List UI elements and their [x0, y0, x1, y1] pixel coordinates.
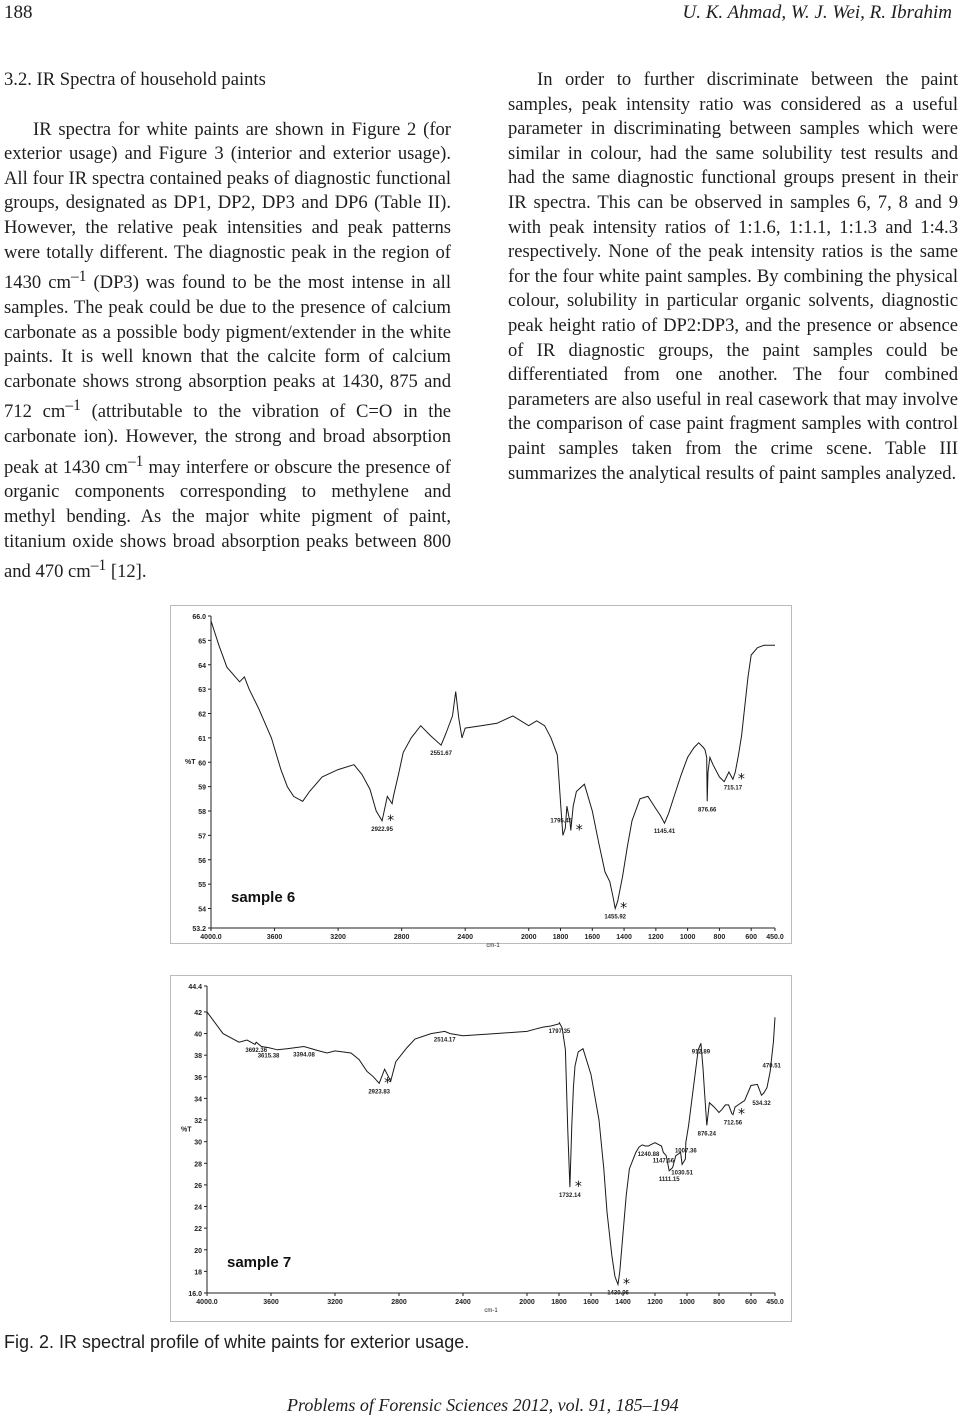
y-tick-label: 62 — [198, 711, 206, 719]
text-run: (attributable to the vibration of C=O in the carbonate ion). However, the strong and broad absorption peak at 1430 cm — [4, 401, 451, 478]
x-tick-label: 2000 — [519, 1299, 535, 1306]
spectrum-chart — [171, 606, 791, 949]
figure-caption: Fig. 2. IR spectral profile of white paints for exterior usage. — [4, 1332, 470, 1352]
peak-label: 1732.14 — [559, 1193, 581, 1200]
y-tick-label: 28 — [194, 1161, 202, 1169]
superscript: –1 — [70, 268, 87, 286]
x-tick-label: 450.0 — [766, 1299, 784, 1306]
y-tick-label: 57 — [198, 833, 206, 841]
y-tick-label: 20 — [194, 1247, 202, 1255]
y-tick-label: 54 — [198, 906, 206, 914]
y-tick-label: 36 — [194, 1074, 202, 1082]
peak-label: 3615.38 — [257, 1053, 280, 1060]
x-tick-label: 800 — [713, 934, 726, 941]
text-run: (DP3) was found to be the most intense in all samples. The peak could be due to the presence of calcium carbonate as a possible body pigment/extender in the white paints. It is well known that the calcite form of calcium carbonate shows strong absorption peaks at 1430, 875 and 712 cm — [4, 272, 451, 423]
x-tick-label: 1000 — [679, 1299, 695, 1306]
x-tick-label: 3600 — [266, 934, 283, 941]
y-tick-label: 66.0 — [192, 614, 206, 621]
y-tick-label: 40 — [194, 1031, 202, 1039]
x-tick-label: 2400 — [455, 1299, 471, 1306]
y-tick-label: 63 — [198, 687, 206, 695]
sample-label: sample 6 — [231, 889, 296, 906]
y-axis-label: %T — [181, 1126, 192, 1134]
x-tick-label: 2400 — [457, 934, 473, 941]
ir-spectrum-sample-7 — [170, 975, 792, 1322]
ir-spectrum-sample-6 — [170, 605, 792, 949]
x-tick-label: 3600 — [263, 1299, 279, 1306]
x-tick-label: 1600 — [584, 934, 601, 941]
peak-label: 1430.96 — [607, 1290, 629, 1297]
diagnostic-star-marker: * — [387, 812, 395, 829]
y-tick-label: 26 — [194, 1182, 202, 1190]
x-tick-label: 4000.0 — [200, 934, 222, 941]
peak-label: 1455.92 — [604, 914, 627, 921]
left-paragraph — [4, 118, 451, 585]
peak-label: 534.32 — [752, 1101, 771, 1108]
sample-label: sample 7 — [227, 1254, 292, 1271]
y-tick-label: 53.2 — [192, 926, 206, 933]
y-tick-label: 58 — [198, 809, 206, 816]
peak-label: 1797.35 — [548, 1028, 571, 1035]
section-title: 3.2. IR Spectra of household paints — [4, 69, 266, 90]
x-tick-label: 2800 — [393, 934, 410, 941]
y-tick-label: 22 — [194, 1226, 202, 1234]
y-axis-label: %T — [185, 759, 196, 766]
x-tick-label: 600 — [745, 934, 758, 941]
x-tick-label: 2000 — [520, 934, 537, 941]
superscript: –1 — [127, 452, 144, 470]
text-run: [12]. — [106, 561, 147, 583]
peak-label: 2551.67 — [430, 751, 452, 758]
peak-label: 2514.17 — [433, 1037, 456, 1044]
diagnostic-star-marker: * — [737, 1106, 745, 1123]
x-tick-label: 800 — [713, 1299, 725, 1306]
x-tick-label: 4000.0 — [196, 1299, 218, 1306]
journal-footer: Problems of Forensic Sciences 2012, vol. 91, 185–194 — [287, 1395, 679, 1415]
peak-label: 876.24 — [697, 1131, 716, 1138]
peak-label: 1795.45 — [550, 818, 573, 825]
y-tick-label: 65 — [198, 638, 206, 646]
x-axis-label: cm-1 — [484, 1308, 498, 1314]
y-tick-label: 44.4 — [188, 984, 202, 991]
x-tick-label: 1600 — [583, 1299, 599, 1306]
diagnostic-star-marker: * — [623, 1276, 631, 1293]
y-tick-label: 30 — [194, 1139, 202, 1147]
spectrum-chart — [171, 976, 791, 1321]
diagnostic-star-marker: * — [574, 1179, 582, 1196]
left-column — [4, 68, 451, 585]
page-number: 188 — [4, 2, 33, 23]
text-run: IR spectra for white paints are shown in Figure 2 (for exterior usage) and Figure 3 (interior and exterior usage). All four IR spectra contained peaks of diagnostic functional groups, designated as DP1, DP2, DP3 and DP6 (Table II). However, the relative peak intensities and peak patterns were totally different. The diagnostic peak in the region of 1430 cm — [4, 118, 451, 294]
y-tick-label: 59 — [198, 784, 206, 792]
text-run: may interfere or obscure the presence of organic components corresponding to methylene and methyl bending. As the major white pigment of paint, titanium oxide shows broad absorption peaks between 800 and 470 cm — [4, 456, 451, 583]
peak-label: 470.51 — [762, 1063, 781, 1070]
x-tick-label: 600 — [745, 1299, 757, 1306]
y-tick-label: 18 — [194, 1269, 202, 1277]
diagnostic-star-marker: * — [575, 822, 583, 839]
y-tick-label: 16.0 — [188, 1291, 202, 1298]
x-tick-label: 450.0 — [766, 934, 784, 941]
spectrum-line — [211, 621, 775, 909]
right-column — [508, 68, 958, 486]
superscript: –1 — [90, 557, 107, 575]
x-tick-label: 3200 — [327, 1299, 343, 1306]
superscript: –1 — [65, 397, 81, 415]
y-tick-label: 60 — [198, 760, 206, 768]
y-tick-label: 64 — [198, 662, 206, 670]
y-tick-label: 24 — [194, 1204, 202, 1212]
peak-label: 1030.51 — [671, 1170, 693, 1177]
x-axis-label: cm-1 — [486, 943, 500, 949]
y-tick-label: 56 — [198, 857, 206, 865]
x-tick-label: 1400 — [616, 934, 632, 941]
peak-label: 712.56 — [723, 1120, 743, 1127]
peak-label: 1147.56 — [652, 1158, 675, 1165]
x-tick-label: 1800 — [552, 934, 569, 941]
right-paragraph: In order to further discriminate between the paint samples, peak intensity ratio was considered as a useful parameter in discriminating between samples which were similar in colour, had the same solubility test results and had the same diagnostic functional groups present in their IR spectra. This can be observed in samples 6, 7, 8 and 9 with peak intensity ratios of 1:1.6, 1:1.1, 1:1.3 and 1:4.3 respectively. None of the peak intensity ratios is the same for the four white paint samples. By combining the physical colour, solubility in particular organic solvents, diagnostic peak height ratio of DP2:DP3, and the presence or absence of IR diagnostic groups, the paint samples could be differentiated from one another. The four combined parameters are also useful in real casework that may involve the comparison of case paint fragment samples with control paint samples taken from the crime scene. Table III summarizes the analytical results of paint samples analyzed. — [508, 69, 958, 484]
y-tick-label: 34 — [194, 1096, 202, 1104]
x-tick-label: 2800 — [391, 1299, 407, 1306]
peak-label: 1240.88 — [637, 1151, 660, 1158]
y-tick-label: 38 — [194, 1053, 202, 1061]
diagnostic-star-marker: * — [384, 1075, 392, 1092]
x-tick-label: 1800 — [551, 1299, 567, 1306]
peak-label: 912.89 — [691, 1049, 711, 1056]
x-tick-label: 3200 — [330, 934, 346, 941]
diagnostic-star-marker: * — [620, 900, 628, 917]
peak-label: 1007.36 — [674, 1148, 697, 1155]
peak-label: 2922.95 — [371, 826, 393, 833]
running-authors: U. K. Ahmad, W. J. Wei, R. Ibrahim — [682, 2, 952, 23]
y-tick-label: 55 — [198, 882, 206, 890]
peak-label: 3692.36 — [245, 1048, 268, 1055]
diagnostic-star-marker: * — [737, 771, 745, 788]
peak-label: 3394.08 — [293, 1052, 315, 1059]
peak-label: 1111.15 — [658, 1176, 680, 1183]
x-tick-label: 1000 — [679, 934, 696, 941]
peak-label: 2923.83 — [368, 1089, 391, 1096]
y-tick-label: 61 — [198, 735, 206, 743]
y-tick-label: 42 — [194, 1009, 202, 1017]
peak-label: 1145.41 — [653, 829, 676, 836]
peak-label: 876.66 — [698, 807, 717, 814]
y-tick-label: 32 — [194, 1118, 202, 1126]
x-tick-label: 1200 — [648, 934, 664, 941]
x-tick-label: 1200 — [647, 1299, 663, 1306]
x-tick-label: 1400 — [615, 1299, 631, 1306]
peak-label: 715.17 — [723, 785, 743, 792]
